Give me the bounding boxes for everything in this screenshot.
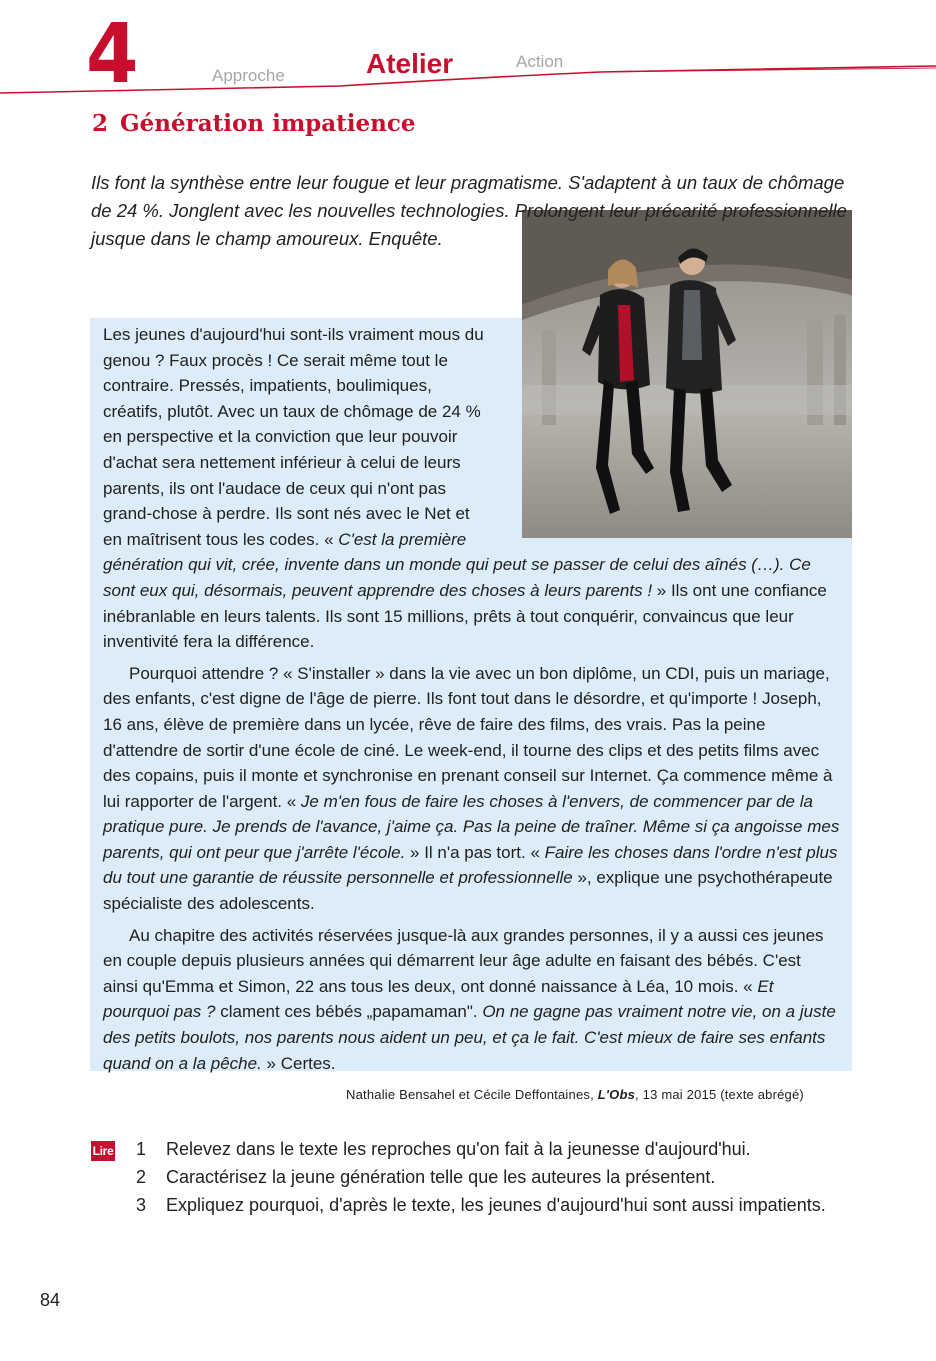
page-header	[0, 0, 936, 100]
tab-atelier: Atelier	[366, 48, 454, 79]
quote-run: On ne gagne pas vraiment notre vie, on a juste des petits boulots, nos parents nous aident un peu, et ça le fait. C'est mieux de faire ses enfants quand on a la pêche.	[103, 1002, 836, 1073]
question-text: Relevez dans le texte les reproches qu'on fait à la jeunesse d'aujourd'hui.	[166, 1139, 751, 1159]
article-paragraph-3	[103, 923, 840, 1077]
quote-run: Et pourquoi pas ?	[103, 976, 774, 1022]
source-citation	[346, 1087, 804, 1102]
text-run: » Ils ont une confiance inébranlable en leurs talents. Ils sont 15 millions, prêts à tout conquérir, convaincus que leur inventivité fera la différence.	[103, 580, 827, 652]
section-title	[92, 110, 416, 137]
text-run: Les jeunes d'aujourd'hui sont-ils vraiment mous du genou ? Faux procès ! Ce serait même tout le contraire. Pressés, impatients, boulimiques, créatifs, plutôt. Avec un taux de chômage de 24 % en perspective et la conviction que leur pouvoir d'achat sera nettement inférieur à celui de leurs parents, ils ont l'audace de ceux qui n'ont pas grand-chose à perdre. Ils sont nés avec le Net et en maîtrisent tous les codes. «	[103, 325, 484, 549]
intro-text: Ils font la synthèse entre leur fougue et leur pragmatisme. S'adaptent à un taux de chômage de 24 %. Jonglent avec les nouvelles technologies. Prolongent leur précarité professionnelle jusque dans le champ amoureux. Enquête.	[91, 172, 847, 249]
article-text	[103, 322, 840, 1076]
section-title-text: Génération impatience	[120, 110, 416, 137]
text-run: » Certes.	[261, 1053, 336, 1073]
text-run: », explique une psychothérapeute spécialiste des adolescents.	[103, 868, 833, 914]
question-item	[136, 1135, 856, 1163]
source-publication: L'Obs	[597, 1087, 636, 1102]
lire-badge: Lire	[91, 1141, 115, 1161]
question-number: 3	[136, 1195, 147, 1215]
question-number: 2	[136, 1167, 147, 1187]
question-number: 1	[136, 1139, 147, 1159]
photo-float-space	[492, 322, 840, 527]
quote-run: Faire les choses dans l'ordre n'est plus du tout une garantie de réussite personnelle et professionnelle	[103, 842, 838, 888]
section-number: 2	[92, 110, 109, 137]
text-run: Pourquoi attendre ? « S'installer » dans la vie avec un bon diplôme, un CDI, puis un mariage, des enfants, c'est digne de l'âge de pierre. Ils font tout dans le désordre, et qu'importe ! Joseph, 16 ans, élève de première dans un lycée, rêve de faire des films, des vrais. Pas la peine d'attendre de sortir d'une école de ciné. Le week-end, il tourne des clips et des petits films avec des copains, puis il monte et synchronise en prenant conseil sur Internet. Ça commence même à lui rapporter de l'argent. «	[103, 663, 833, 811]
question-text: Expliquez pourquoi, d'après le texte, les jeunes d'aujourd'hui sont aussi impatients.	[166, 1195, 826, 1215]
tab-action: Action	[516, 52, 564, 71]
article-paragraph-2	[103, 661, 840, 917]
source-authors: Nathalie Bensahel et Cécile Deffontaines,	[346, 1087, 598, 1102]
chapter-number: 4	[86, 7, 139, 102]
page-number: 84	[40, 1290, 61, 1310]
quote-run: C'est la première génération qui vit, crée, invente dans un monde qui peut se passer de celui des aînés (…). Ce sont eux qui, désormais, peuvent apprendre des choses à leurs parents !	[103, 529, 811, 600]
question-text: Caractérisez la jeune génération telle que les auteures la présentent.	[166, 1167, 716, 1187]
question-item	[136, 1191, 856, 1219]
tab-approche: Approche	[212, 66, 285, 85]
header-rule	[0, 0, 936, 100]
text-run: clament ces bébés „papamaman".	[215, 1002, 483, 1022]
source-details: , 13 mai 2015 (texte abrégé)	[635, 1087, 804, 1102]
text-run: Au chapitre des activités réservées jusque-là aux grandes personnes, il y a aussi ces jeunes en couple depuis plusieurs années qui démarrent leur âge adulte en faisant des bébés. C'est ainsi qu'Emma et Simon, 22 ans tous les deux, ont donné naissance à Léa, 10 mois. «	[103, 925, 824, 996]
question-item	[136, 1163, 856, 1191]
quote-run: Je m'en fous de faire les choses à l'envers, de commencer par de la pratique pure. Je prends de l'avance, j'aime ça. Pas la peine de traîner. Même si ça angoisse mes parents, qui ont peur que j'arrête l'école.	[103, 791, 840, 862]
question-list	[136, 1135, 856, 1219]
text-run: » Il n'a pas tort. «	[405, 842, 545, 862]
